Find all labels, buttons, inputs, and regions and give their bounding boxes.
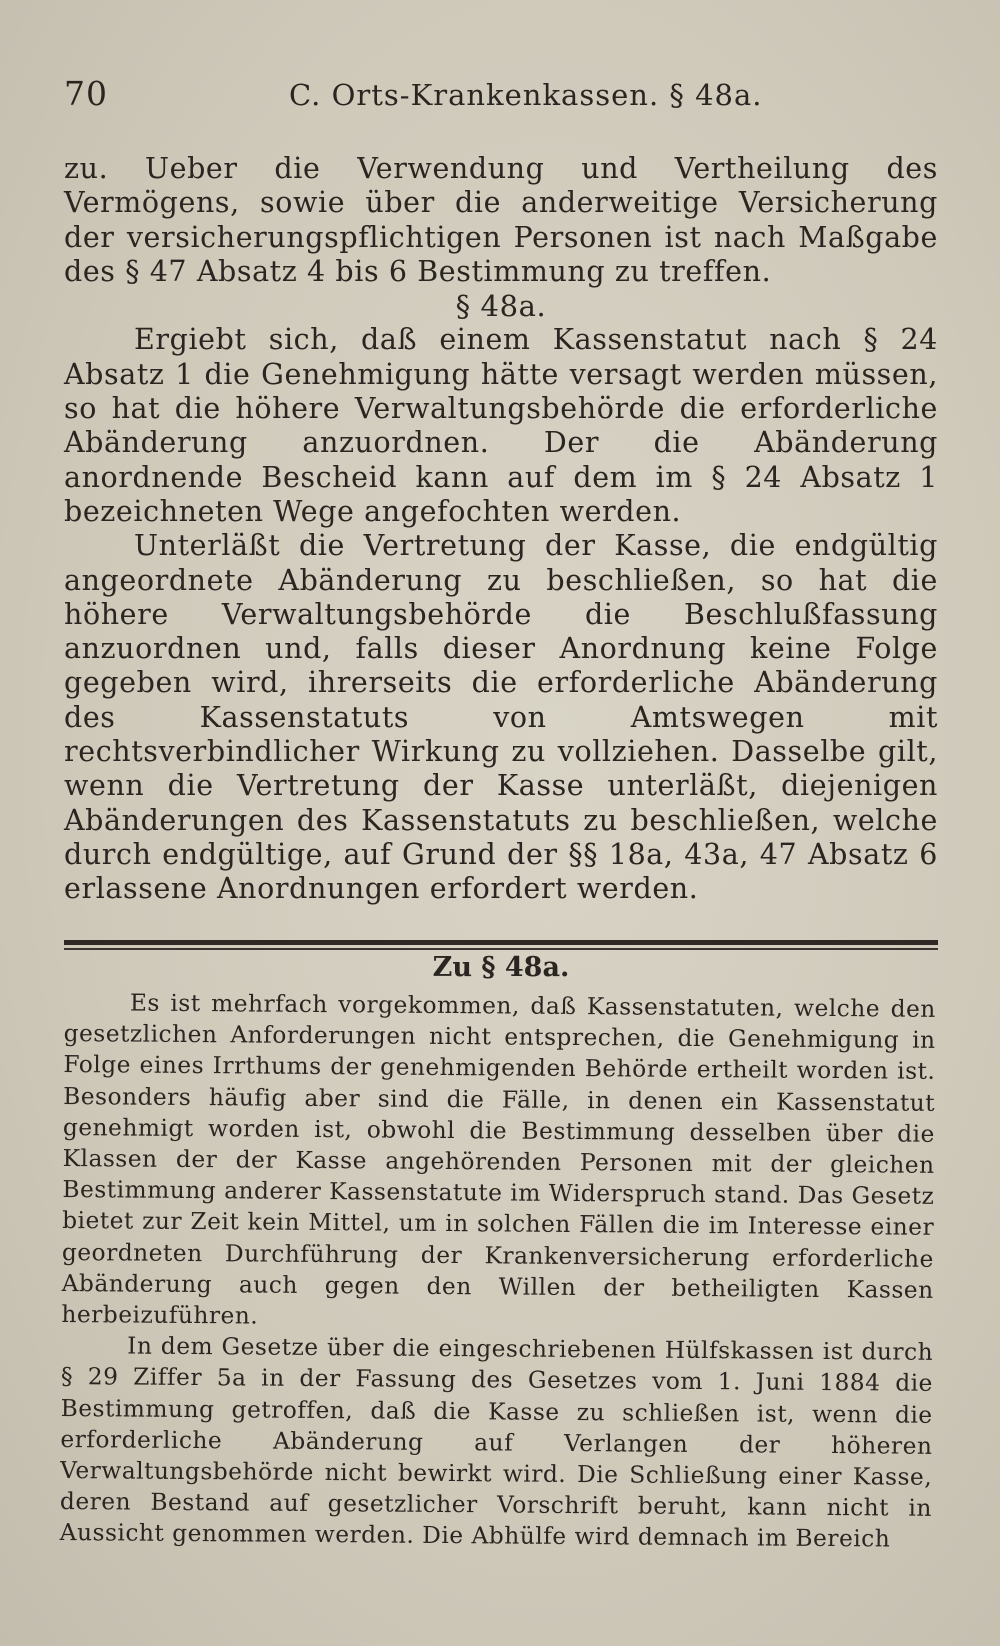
continuation-paragraph: zu. Ueber die Verwendung und Vertheilung des Vermögens, sowie über die anderweitige Versicherung der versicherungspflichtigen Personen ist nach Maßgabe des § 47 Absatz 4 bis 6 Bestimmung zu treffen. [64, 152, 938, 288]
main-text [64, 152, 938, 907]
paragraph-2: Unterläßt die Vertretung der Kasse, die endgültig angeordnete Abänderung zu beschließen, so hat die höhere Verwaltungsbehörde die Beschlußfassung anzuordnen und, falls dieser Anordnung keine Folge gegeben wird, ihrerseits die erforderliche Abänderung des Kassenstatuts von Amtswegen mit rechtsverbindlicher Wirkung zu vollziehen. Dasselbe gilt, wenn die Vertretung der Kasse unterläßt, diejenigen Abänderungen des Kassenstatuts zu beschließen, welche durch endgültige, auf Grund der §§ 18a, 43a, 47 Absatz 6 erlassene Anordnungen erfordert werden. [64, 529, 938, 906]
commentary-text [60, 987, 936, 1555]
section-heading: § 48a. [455, 289, 547, 324]
separator-thin-line [64, 948, 938, 950]
commentary-paragraph-2: In dem Gesetze über die eingeschriebenen Hülfskassen ist durch § 29 Ziffer 5a in der Fassung des Gesetzes vom 1. Juni 1884 die Bestimmung getroffen, daß die Kasse zu schließen ist, wenn die erforderliche Abänderung auf Verlangen der höheren Verwaltungsbehörde nicht bewirkt wird. Die Schließung einer Kasse, deren Bestand auf gesetzlicher Vorschrift beruht, kann nicht in Aussicht genommen werden. Die Abhülfe wird demnach im Bereich [59, 1332, 934, 1553]
running-title: C. Orts-Krankenkassen. § 48a. [289, 78, 763, 112]
separator-thick-line [64, 940, 938, 945]
separator-rule [64, 940, 938, 950]
running-head [64, 74, 934, 118]
commentary-paragraph-1: Es ist mehrfach vorgekommen, daß Kassenstatuten, welche den gesetzlichen Anforderungen nicht entsprechen, die Genehmigung in Folge eines Irrthums der genehmigenden Behörde ertheilt worden ist. Besonders häufig aber sind die Fälle, in denen ein Kassenstatut genehmigt worden ist, obwohl die Bestimmung desselben über die Klassen der der Kasse angehörenden Personen mit der gleichen Bestimmung anderer Kassenstatute im Widerspruch stand. Das Gesetz bietet zur Zeit kein Mittel, um in solchen Fällen die im Interesse einer geordneten Durchführung der Krankenversicherung erforderliche Abänderung auch gegen den Willen der betheiligten Kassen herbeizuführen. [61, 989, 936, 1330]
commentary-heading: Zu § 48a. [432, 952, 570, 983]
paragraph-1: Ergiebt sich, daß einem Kassenstatut nach § 24 Absatz 1 die Genehmigung hätte versagt werden müssen, so hat die höhere Verwaltungsbehörde die erforderliche Abänderung anzuordnen. Der die Abänderung anordnende Bescheid kann auf dem im § 24 Absatz 1 bezeichneten Wege angefochten werden. [64, 323, 938, 528]
page-number: 70 [64, 74, 108, 113]
